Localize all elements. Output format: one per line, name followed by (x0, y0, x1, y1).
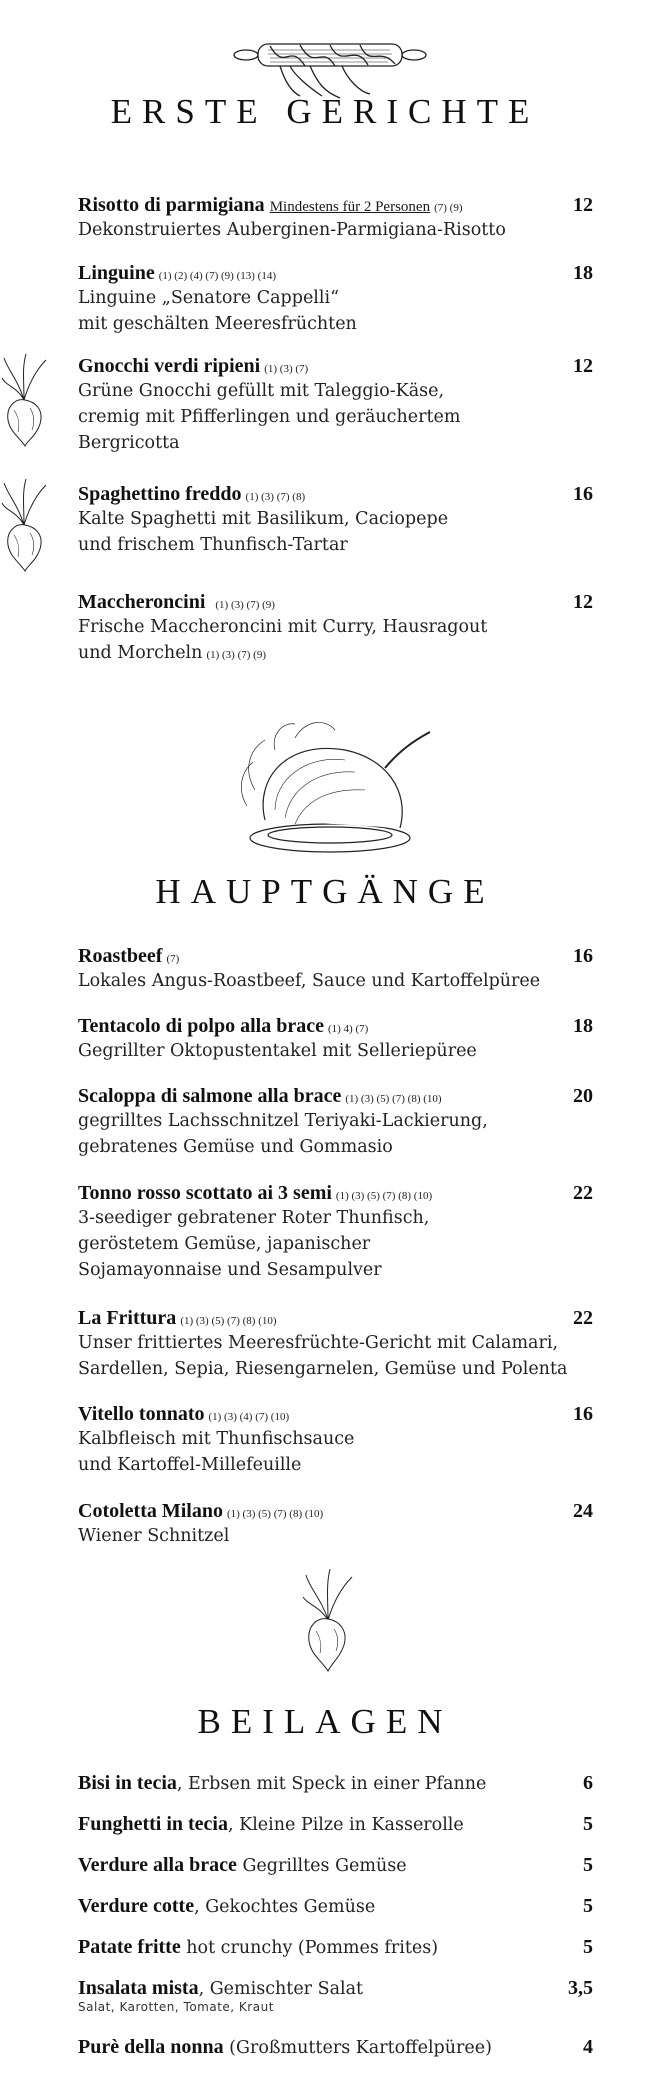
item-description: (Großmutters Kartoffelpüree) (223, 2038, 492, 2058)
item-name: Tentacolo di polpo alla brace (78, 1015, 324, 1037)
rolling-pin-pasta-icon (230, 22, 430, 102)
item-description: hot crunchy (Pommes frites) (180, 1938, 439, 1958)
item-price: 5 (583, 1936, 593, 1958)
item-price: 12 (573, 194, 593, 216)
item-name: Cotoletta Milano (78, 1500, 223, 1522)
item-note: Mindestens für 2 Personen (269, 199, 431, 215)
menu-item (78, 1307, 593, 1382)
item-price: 22 (573, 1307, 593, 1329)
beet-icon (0, 350, 50, 450)
item-name: Scaloppa di salmone alla brace (78, 1085, 342, 1107)
side-item (78, 1936, 593, 1959)
item-name: Insalata mista (78, 1977, 199, 1999)
allergen-codes: (7) (166, 953, 180, 965)
allergen-codes: (1) (3) (5) (7) (8) (10) (335, 1190, 433, 1202)
allergen-codes: (1) (3) (5) (7) (8) (10) (345, 1093, 442, 1105)
item-description: , Gekochtes Gemüse (194, 1897, 376, 1917)
item-name: Purè della nonna (78, 2036, 224, 2058)
allergen-codes: (1) (2) (4) (7) (9) (13) (14) (158, 270, 276, 282)
allergen-codes: (1) 4) (7) (327, 1023, 369, 1035)
item-name: Linguine (78, 262, 155, 284)
beet-icon (0, 475, 50, 575)
item-price: 20 (573, 1085, 593, 1107)
item-description: , Kleine Pilze in Kasserolle (228, 1815, 464, 1835)
menu-item (78, 1182, 593, 1283)
item-description: , Gemischter Salat (198, 1979, 364, 1999)
item-price: 4 (583, 2036, 593, 2058)
item-name: Bisi in tecia (78, 1772, 177, 1794)
item-description: Unser frittiertes Meeresfrüchte-Gericht mit Calamari, Sardellen, Sepia, Riesengarnelen, Gemüse und Polenta (78, 1333, 568, 1379)
item-name: Funghetti in tecia (78, 1813, 228, 1835)
menu-item (78, 194, 593, 243)
item-price: 16 (573, 945, 593, 967)
item-name: Vitello tonnato (78, 1403, 205, 1425)
item-price: 12 (573, 591, 593, 613)
item-price: 22 (573, 1182, 593, 1204)
allergen-codes: (1) (3) (7) (9) (206, 649, 266, 661)
item-description: Gegrilltes Gemüse (236, 1856, 407, 1876)
item-description: Wiener Schnitzel (78, 1526, 230, 1546)
item-name: Spaghettino freddo (78, 483, 242, 505)
item-description: Kalte Spaghetti mit Basilikum, Caciopepe und frischem Thunfisch-Tartar (78, 509, 449, 555)
item-price: 18 (573, 262, 593, 284)
allergen-codes: (1) (3) (5) (7) (8) (10) (226, 1508, 324, 1520)
side-item (78, 1895, 593, 1918)
allergen-codes: (1) (3) (7) (9) (215, 599, 275, 611)
item-description: Grüne Gnocchi gefüllt mit Taleggio-Käse, cremig mit Pfifferlingen und geräuchertem Bergricotta (78, 381, 461, 453)
item-name: Verdure alla brace (78, 1854, 237, 1876)
item-price: 24 (573, 1500, 593, 1522)
menu-item (78, 262, 593, 337)
item-name: Roastbeef (78, 945, 163, 967)
side-item (78, 1977, 593, 2014)
menu-item (78, 945, 593, 994)
item-price: 18 (573, 1015, 593, 1037)
allergen-codes: (1) (3) (7) (264, 363, 309, 375)
item-name: Patate fritte (78, 1936, 181, 1958)
item-name: Maccheroncini (78, 591, 206, 613)
item-price: 6 (583, 1772, 593, 1794)
item-price: 5 (583, 1895, 593, 1917)
item-price: 12 (573, 355, 593, 377)
item-description: Linguine „Senatore Cappelli“ mit geschälten Meeresfrüchten (78, 288, 357, 334)
item-description: , Erbsen mit Speck in einer Pfanne (176, 1774, 487, 1794)
item-description: Dekonstruiertes Auberginen-Parmigiana-Risotto (78, 220, 506, 240)
item-name: La Frittura (78, 1307, 177, 1329)
section-title-haupt: HAUPTGÄNGE (155, 872, 495, 911)
item-price: 3,5 (568, 1977, 593, 1999)
item-description: gegrilltes Lachsschnitzel Teriyaki-Lackierung, gebratenes Gemüse und Gommasio (78, 1111, 488, 1157)
item-name: Gnocchi verdi ripieni (78, 355, 261, 377)
item-description: Frische Maccheroncini mit Curry, Hausragout und Morcheln (1) (3) (7) (9) (78, 617, 488, 663)
side-item (78, 1813, 593, 1836)
item-description: Gegrillter Oktopustentakel mit Selleriepüree (78, 1041, 477, 1061)
menu-item (78, 1403, 593, 1478)
menu-item (78, 591, 593, 668)
item-name: Verdure cotte (78, 1895, 195, 1917)
side-item (78, 1854, 593, 1877)
side-item (78, 1772, 593, 1795)
cloche-icon (235, 710, 435, 860)
item-description: Lokales Angus-Roastbeef, Sauce und Kartoffelpüree (78, 971, 541, 991)
side-item (78, 2036, 593, 2059)
item-price: 5 (583, 1813, 593, 1835)
beet-icon (300, 1565, 356, 1675)
allergen-codes: (7) (9) (434, 202, 463, 214)
menu-item (78, 1500, 593, 1549)
allergen-codes: (1) (3) (5) (7) (8) (10) (180, 1315, 277, 1327)
item-name: Risotto di parmigiana (78, 194, 265, 216)
menu-item (78, 483, 593, 558)
menu-item (78, 1015, 593, 1064)
item-name: Tonno rosso scottato ai 3 semi (78, 1182, 332, 1204)
item-price: 16 (573, 1403, 593, 1425)
allergen-codes: (1) (3) (4) (7) (10) (208, 1411, 290, 1423)
menu-item (78, 1085, 593, 1160)
menu-item (78, 355, 593, 456)
item-description: Kalbfleisch mit Thunfischsauce und Kartoffel-Millefeuille (78, 1429, 355, 1475)
item-price: 16 (573, 483, 593, 505)
section-title-erste: ERSTE GERICHTE (110, 92, 540, 131)
item-price: 5 (583, 1854, 593, 1876)
allergen-codes: (1) (3) (7) (8) (245, 491, 306, 503)
item-description: 3-seediger gebratener Roter Thunfisch, geröstetem Gemüse, japanischer Sojamayonnaise und Sesampulver (78, 1208, 430, 1280)
section-title-beilagen: BEILAGEN (197, 1702, 453, 1741)
item-subtext: Salat, Karotten, Tomate, Kraut (78, 2000, 274, 2014)
